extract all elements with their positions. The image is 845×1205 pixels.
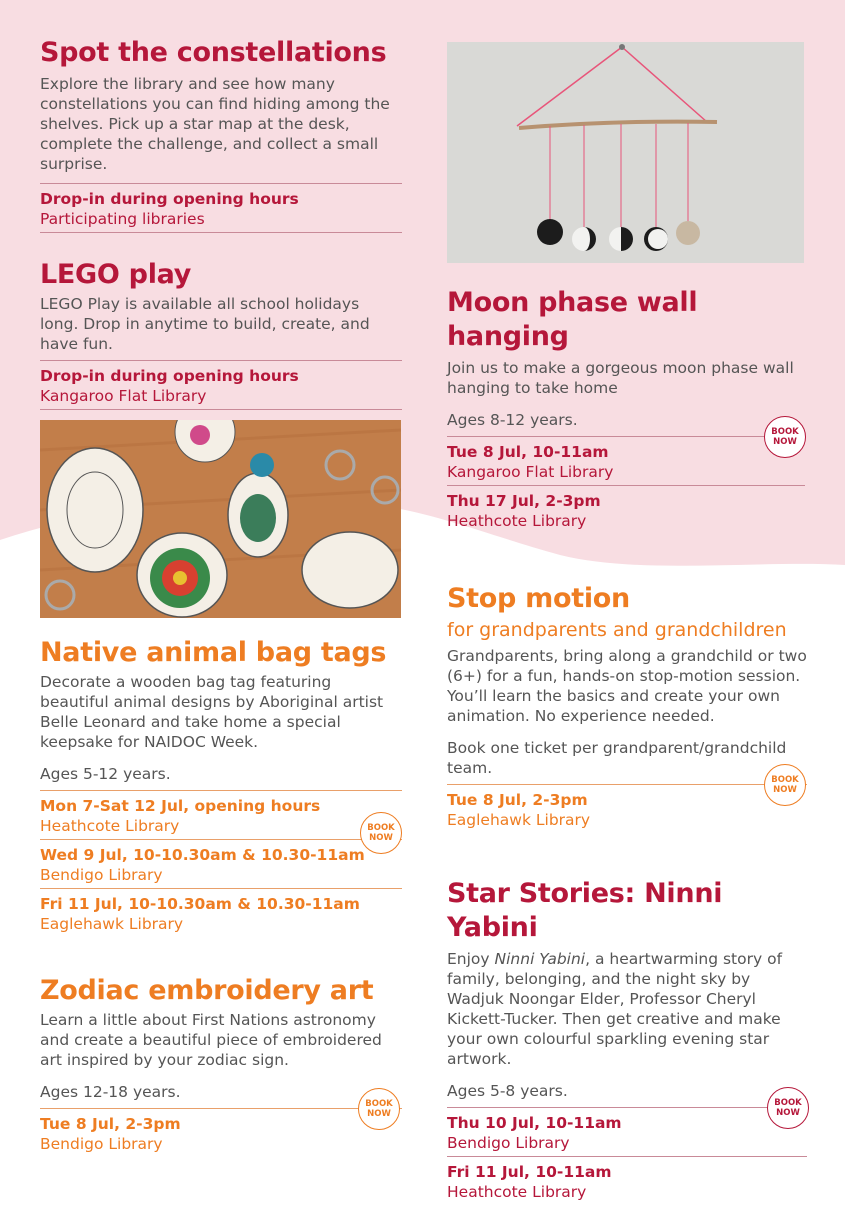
session-row [40, 183, 402, 233]
session-row [447, 485, 805, 534]
section-description: Grandparents, bring along a grandchild or two (6+) for a fun, hands-on stop-motion session. You’ll learn the basics and create your own animation. No experience needed. [447, 647, 807, 725]
now-label: NOW [773, 437, 797, 447]
stop-motion-section [447, 582, 807, 833]
book-label: BOOK [771, 427, 799, 437]
session-row [40, 888, 402, 937]
session-row [447, 1156, 807, 1205]
section-title: Zodiac embroidery art [40, 975, 374, 1006]
session-location: Bendigo Library [40, 1135, 163, 1153]
booking-note: Book one ticket per grandparent/grandchild team. [447, 739, 787, 777]
now-label: NOW [773, 785, 797, 795]
section-title [447, 286, 805, 354]
section-description: LEGO Play is available all school holidays long. Drop in anytime to build, create, and have fun. [40, 295, 370, 353]
now-label: NOW [367, 1109, 391, 1119]
session-location: Eaglehawk Library [447, 811, 591, 829]
moon-hanging-photo [447, 42, 804, 263]
session-location: Kangaroo Flat Library [447, 463, 614, 481]
session-date: Drop-in during opening hours [40, 367, 299, 385]
now-label: NOW [369, 833, 393, 843]
session-row [447, 784, 807, 833]
section-description: Join us to make a gorgeous moon phase wall hanging to take home [447, 359, 794, 397]
session-location: Bendigo Library [447, 1134, 570, 1152]
section-description: Explore the library and see how many constellations you can find hiding among the shelves. Pick up a star map at the desk, complete the challenge, and collect a small surprise. [40, 75, 390, 173]
book-label: BOOK [365, 1099, 393, 1109]
session-date: Tue 8 Jul, 2-3pm [40, 1115, 181, 1133]
bag-tags-section [40, 636, 402, 937]
session-location: Participating libraries [40, 210, 205, 228]
section-title: Spot the constellations [40, 37, 387, 68]
moon-phase-section [447, 286, 805, 534]
session-location: Bendigo Library [40, 866, 163, 884]
session-date: Wed 9 Jul, 10-10.30am & 10.30-11am [40, 846, 365, 864]
spot-constellations-section [40, 36, 402, 233]
session-date: Mon 7-Sat 12 Jul, opening hours [40, 797, 321, 815]
session-location: Heathcote Library [447, 512, 587, 530]
age-range: Ages 12-18 years. [40, 1083, 181, 1101]
session-date: Drop-in during opening hours [40, 190, 299, 208]
zodiac-section [40, 974, 402, 1157]
section-title: LEGO play [40, 259, 192, 290]
age-range: Ages 5-12 years. [40, 765, 171, 783]
now-label: NOW [776, 1108, 800, 1118]
session-date: Thu 17 Jul, 2-3pm [447, 492, 601, 510]
star-stories-section [447, 877, 807, 1205]
session-date: Fri 11 Jul, 10-10.30am & 10.30-11am [40, 895, 360, 913]
age-range: Ages 5-8 years. [447, 1082, 568, 1100]
session-row [447, 1107, 807, 1156]
session-row [40, 360, 402, 410]
section-subtitle: for grandparents and grandchildren [447, 619, 787, 641]
section-title: Stop motion [447, 583, 630, 614]
book-now-button[interactable] [358, 1088, 400, 1130]
book-label: BOOK [367, 823, 395, 833]
session-location: Heathcote Library [40, 817, 180, 835]
desc-body: , a heartwarming story of family, belonging, and the night sky by Wadjuk Noongar Elder, Professor Cheryl Kickett-Tucker. Then get creative and make your own colourful sparkling evening star artwork. [447, 950, 783, 1068]
session-date: Tue 8 Jul, 10-11am [447, 443, 609, 461]
section-description: Decorate a wooden bag tag featuring beautiful animal designs by Aboriginal artist Belle Leonard and take home a special keepsake for NAIDOC Week. [40, 673, 384, 751]
session-row [447, 436, 805, 485]
lego-play-section [40, 258, 402, 410]
session-location: Eaglehawk Library [40, 915, 184, 933]
title-line-2: hanging [447, 321, 569, 352]
section-description [447, 949, 807, 1069]
book-now-button[interactable] [767, 1087, 809, 1129]
session-row [40, 790, 402, 839]
session-date: Thu 10 Jul, 10-11am [447, 1114, 622, 1132]
session-row [40, 839, 402, 888]
session-date: Fri 11 Jul, 10-11am [447, 1163, 612, 1181]
section-title: Star Stories: Ninni Yabini [447, 878, 723, 943]
desc-intro: Enjoy [447, 950, 495, 968]
book-now-button[interactable] [764, 416, 806, 458]
section-title: Native animal bag tags [40, 637, 387, 668]
session-location: Heathcote Library [447, 1183, 587, 1201]
book-title: Ninni Yabini [494, 950, 586, 968]
book-label: BOOK [771, 775, 799, 785]
bag-tags-photo [40, 420, 401, 618]
session-location: Kangaroo Flat Library [40, 387, 207, 405]
section-description: Learn a little about First Nations astronomy and create a beautiful piece of embroidered art inspired by your zodiac sign. [40, 1011, 382, 1069]
session-date: Tue 8 Jul, 2-3pm [447, 791, 588, 809]
book-now-button[interactable] [764, 764, 806, 806]
book-label: BOOK [774, 1098, 802, 1108]
book-now-button[interactable] [360, 812, 402, 854]
title-line-1: Moon phase wall [447, 287, 698, 318]
session-row [40, 1108, 402, 1157]
age-range: Ages 8-12 years. [447, 411, 578, 429]
